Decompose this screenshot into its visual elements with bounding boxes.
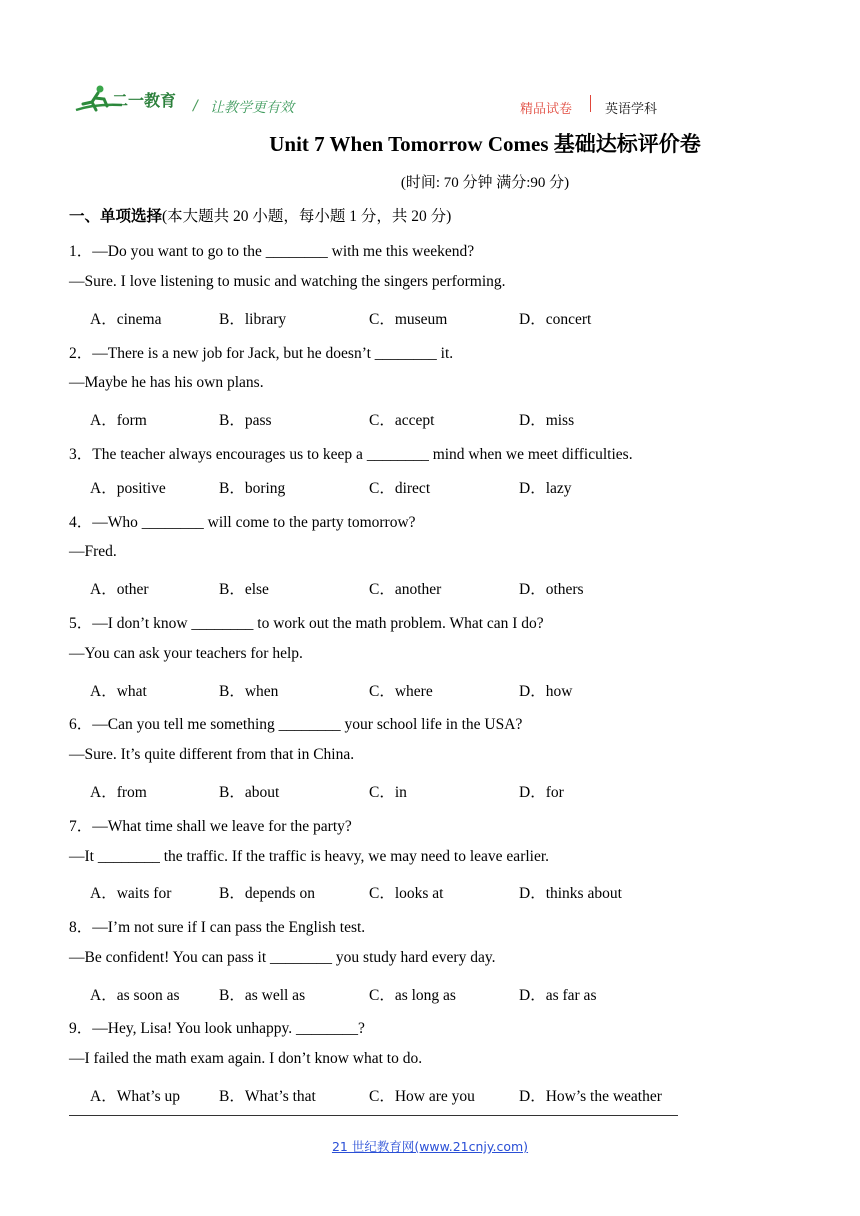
answer-line-4: —Fred.	[69, 543, 117, 560]
page-header	[74, 84, 714, 124]
q3-option-d[interactable]: D．lazy	[519, 480, 572, 497]
q2-option-a[interactable]: A．form	[90, 412, 147, 429]
q6-option-c[interactable]: C．in	[369, 784, 407, 801]
question-3: 3．The teacher always encourages us to keep a ________ mind when we meet difficulties.	[69, 446, 633, 463]
section-note: (本大题共 20 小题，每小题 1 分，共 20 分)	[162, 208, 452, 225]
q2-option-c[interactable]: C．accept	[369, 412, 435, 429]
q9-option-a[interactable]: A．What’s up	[90, 1088, 180, 1105]
answer-line-8: —Be confident! You can pass it ________ you study hard every day.	[69, 949, 496, 966]
q5-option-b[interactable]: B．when	[219, 683, 279, 700]
question-2: 2．—There is a new job for Jack, but he doesn’t ________ it.	[69, 345, 454, 362]
q1-option-a[interactable]: A．cinema	[90, 311, 162, 328]
page-title: Unit 7 When Tomorrow Comes 基础达标评价卷	[269, 132, 701, 156]
q3-option-a[interactable]: A．positive	[90, 480, 166, 497]
q3-option-c[interactable]: C．direct	[369, 480, 431, 497]
question-1: 1．—Do you want to go to the ________ with me this weekend?	[69, 243, 475, 260]
q4-option-b[interactable]: B．else	[219, 581, 269, 598]
footer-link[interactable]: 21 世纪教育网(www.21cnjy.com)	[331, 1139, 529, 1154]
brand-text: 二一教育	[112, 91, 177, 110]
section-heading	[69, 204, 451, 226]
q7-option-d[interactable]: D．thinks about	[519, 885, 622, 902]
q3-option-b[interactable]: B．boring	[219, 480, 286, 497]
q6-option-b[interactable]: B．about	[219, 784, 280, 801]
q4-option-d[interactable]: D．others	[519, 581, 584, 598]
q7-option-c[interactable]: C．looks at	[369, 885, 444, 902]
answer-line-5: —You can ask your teachers for help.	[69, 645, 303, 662]
answer-line-2: —Maybe he has his own plans.	[69, 374, 264, 391]
q8-option-a[interactable]: A．as soon as	[90, 987, 180, 1004]
q4-option-a[interactable]: A．other	[90, 581, 149, 598]
q9-option-c[interactable]: C．How are you	[369, 1088, 475, 1105]
footer-divider	[69, 1115, 678, 1116]
question-4: 4．—Who ________ will come to the party tomorrow?	[69, 514, 416, 531]
q7-option-b[interactable]: B．depends on	[219, 885, 316, 902]
question-7: 7．—What time shall we leave for the party?	[69, 818, 352, 835]
q9-option-b[interactable]: B．What’s that	[219, 1088, 316, 1105]
answer-line-9: —I failed the math exam again. I don’t know what to do.	[69, 1050, 423, 1067]
answer-line-6: —Sure. It’s quite different from that in China.	[69, 746, 355, 763]
q5-option-a[interactable]: A．what	[90, 683, 147, 700]
section-title: 一、单项选择	[69, 208, 163, 225]
brand-logo	[74, 84, 186, 118]
exam-info: (时间: 70 分钟 满分:90 分)	[400, 175, 570, 191]
q2-option-b[interactable]: B．pass	[219, 412, 272, 429]
paper-tag: 精品试卷	[520, 102, 573, 117]
q6-option-a[interactable]: A．from	[90, 784, 147, 801]
answer-line-1: —Sure. I love listening to music and watching the singers performing.	[69, 273, 506, 290]
q1-option-d[interactable]: D．concert	[519, 311, 592, 328]
q1-option-c[interactable]: C．museum	[369, 311, 448, 328]
answer-line-7: —It ________ the traffic. If the traffic is heavy, we may need to leave earlier.	[69, 848, 550, 865]
slogan-separator: /	[193, 98, 198, 114]
q8-option-d[interactable]: D．as far as	[519, 987, 597, 1004]
q2-option-d[interactable]: D．miss	[519, 412, 575, 429]
q8-option-b[interactable]: B．as well as	[219, 987, 306, 1004]
q5-option-c[interactable]: C．where	[369, 683, 433, 700]
q9-option-d[interactable]: D．How’s the weather	[519, 1088, 662, 1105]
q1-option-b[interactable]: B．library	[219, 311, 287, 328]
question-9: 9．—Hey, Lisa! You look unhappy. ________?	[69, 1020, 365, 1037]
q5-option-d[interactable]: D．how	[519, 683, 573, 700]
slogan: 让教学更有效	[210, 100, 294, 116]
q4-option-c[interactable]: C．another	[369, 581, 442, 598]
q8-option-c[interactable]: C．as long as	[369, 987, 456, 1004]
q7-option-a[interactable]: A．waits for	[90, 885, 172, 902]
subject-tag: 英语学科	[605, 102, 658, 117]
tag-divider	[590, 95, 591, 112]
question-6: 6．—Can you tell me something ________ your school life in the USA?	[69, 716, 523, 733]
q6-option-d[interactable]: D．for	[519, 784, 564, 801]
question-8: 8．—I’m not sure if I can pass the English test.	[69, 919, 366, 936]
question-5: 5．—I don’t know ________ to work out the math problem. What can I do?	[69, 615, 544, 632]
